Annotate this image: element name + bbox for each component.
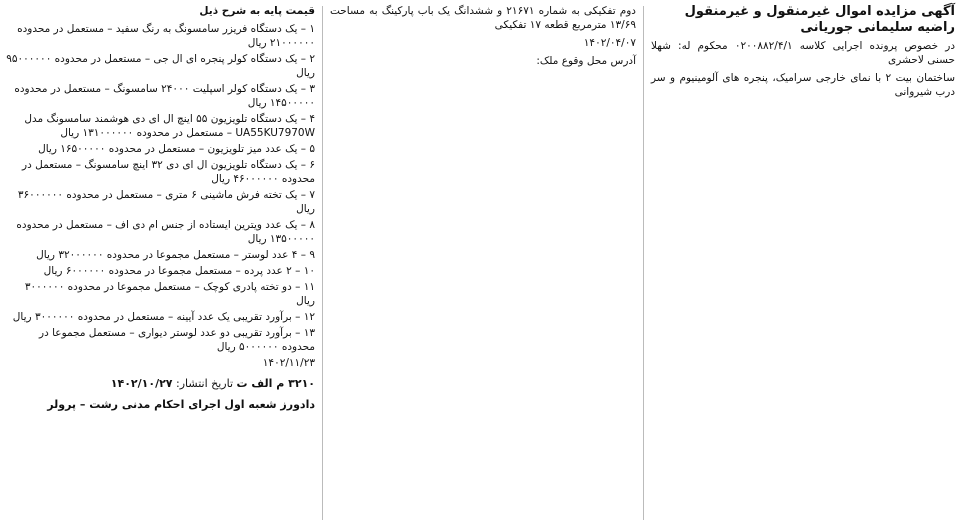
list-item: ۸ – یک عدد ویترین ایستاده از جنس ام دی اف – مستعمل در محدوده ۱۳۵۰۰۰۰۰ ریال	[16, 219, 315, 245]
auction-date: ۱۴۰۲/۱۱/۲۳	[262, 357, 315, 369]
list-item: ۱ – یک دستگاه فریزر سامسونگ به رنگ سفید – مستعمل در محدوده ۲۱۰۰۰۰۰۰ ریال	[17, 23, 315, 49]
list-item: ۱۳ – برآورد تقریبی دو عدد لوستر دیواری – مستعمل مجموعا در محدوده ۵۰۰۰۰۰۰ ریال	[39, 327, 315, 353]
visit-date: ۱۴۰۲/۰۴/۰۷	[583, 37, 636, 49]
list-item: ۱۰ – ۲ عدد پرده – مستعمل مجموعا در محدوده ۶۰۰۰۰۰۰ ریال	[43, 265, 315, 277]
list-item: ۶ – یک دستگاه تلویزیون ال ای دی ۳۲ اینچ سامسونگ – مستعمل در محدوده ۴۶۰۰۰۰۰۰ ریال	[22, 159, 315, 185]
list-item: ۲ – یک دستگاه کولر پنجره ای ال جی – مستعمل در محدوده ۹۵۰۰۰۰۰۰ ریال	[6, 53, 315, 79]
publish-label: تاریخ انتشار:	[176, 377, 234, 390]
unit-description: دوم تفکیکی به شماره ۲۱۶۷۱ و ششدانگ یک باب پارکینگ به مساحت ۱۳/۶۹ مترمربع قطعه ۱۷ تفکیکی	[330, 5, 636, 31]
signature: دادورز شعبه اول اجرای احکام مدنی رشت – پرولر	[47, 398, 315, 411]
asset-price-list	[6, 22, 315, 354]
column-right	[645, 0, 961, 526]
list-item: ۳ – یک دستگاه کولر اسپلیت ۲۴۰۰۰ سامسونگ – مستعمل در محدوده ۱۴۵۰۰۰۰۰ ریال	[14, 83, 315, 109]
list-item: ۱۱ – دو تخته پادری کوچک – مستعمل مجموعا در محدوده ۳۰۰۰۰۰۰ ریال	[24, 281, 315, 307]
ad-title: آگهی مزایده اموال غیرمنقول و غیرمنقول راضیه سلیمانی جوریانی	[684, 4, 955, 35]
list-item: ۱۲ – برآورد تقریبی یک عدد آیینه – مستعمل در محدوده ۳۰۰۰۰۰۰ ریال	[12, 311, 315, 323]
ad-footer	[6, 376, 315, 391]
address-label: آدرس محل وقوع ملک:	[536, 55, 636, 67]
ad-intro: در خصوص پرونده اجرایی کلاسه ۰۲۰۰۸۸۲/۴/۱ محکوم له: شهلا حسنی لاحشری	[651, 40, 955, 66]
list-item: ۵ – یک عدد میز تلویزیون – مستعمل در محدوده ۱۶۵۰۰۰۰۰ ریال	[38, 143, 315, 155]
column-divider	[322, 6, 323, 520]
column-middle	[324, 0, 642, 526]
list-item: ۴ – یک دستگاه تلویزیون ۵۵ اینچ ال ای دی هوشمند سامسونگ مدل UA55KU7970W – مستعمل در محدوده ۱۳۱۰۰۰۰۰۰ ریال	[24, 113, 315, 139]
list-item: ۹ – ۴ عدد لوستر – مستعمل مجموعا در محدوده ۳۲۰۰۰۰۰۰ ریال	[36, 249, 315, 261]
building-description: ساختمان بیت ۲ با نمای خارجی سرامیک، پنجره های آلومینیوم و سر درب شیروانی	[651, 72, 955, 98]
ref-code: ۳۲۱۰ م الف ت	[236, 377, 315, 390]
column-divider	[643, 6, 644, 520]
column-left	[0, 0, 321, 526]
list-item: ۷ – یک تخته فرش ماشینی ۶ متری – مستعمل در محدوده ۳۶۰۰۰۰۰۰ ریال	[17, 189, 315, 215]
base-price-heading: قیمت پایه به شرح ذیل	[199, 5, 315, 17]
publish-date: ۱۴۰۲/۱۰/۲۷	[110, 377, 173, 390]
